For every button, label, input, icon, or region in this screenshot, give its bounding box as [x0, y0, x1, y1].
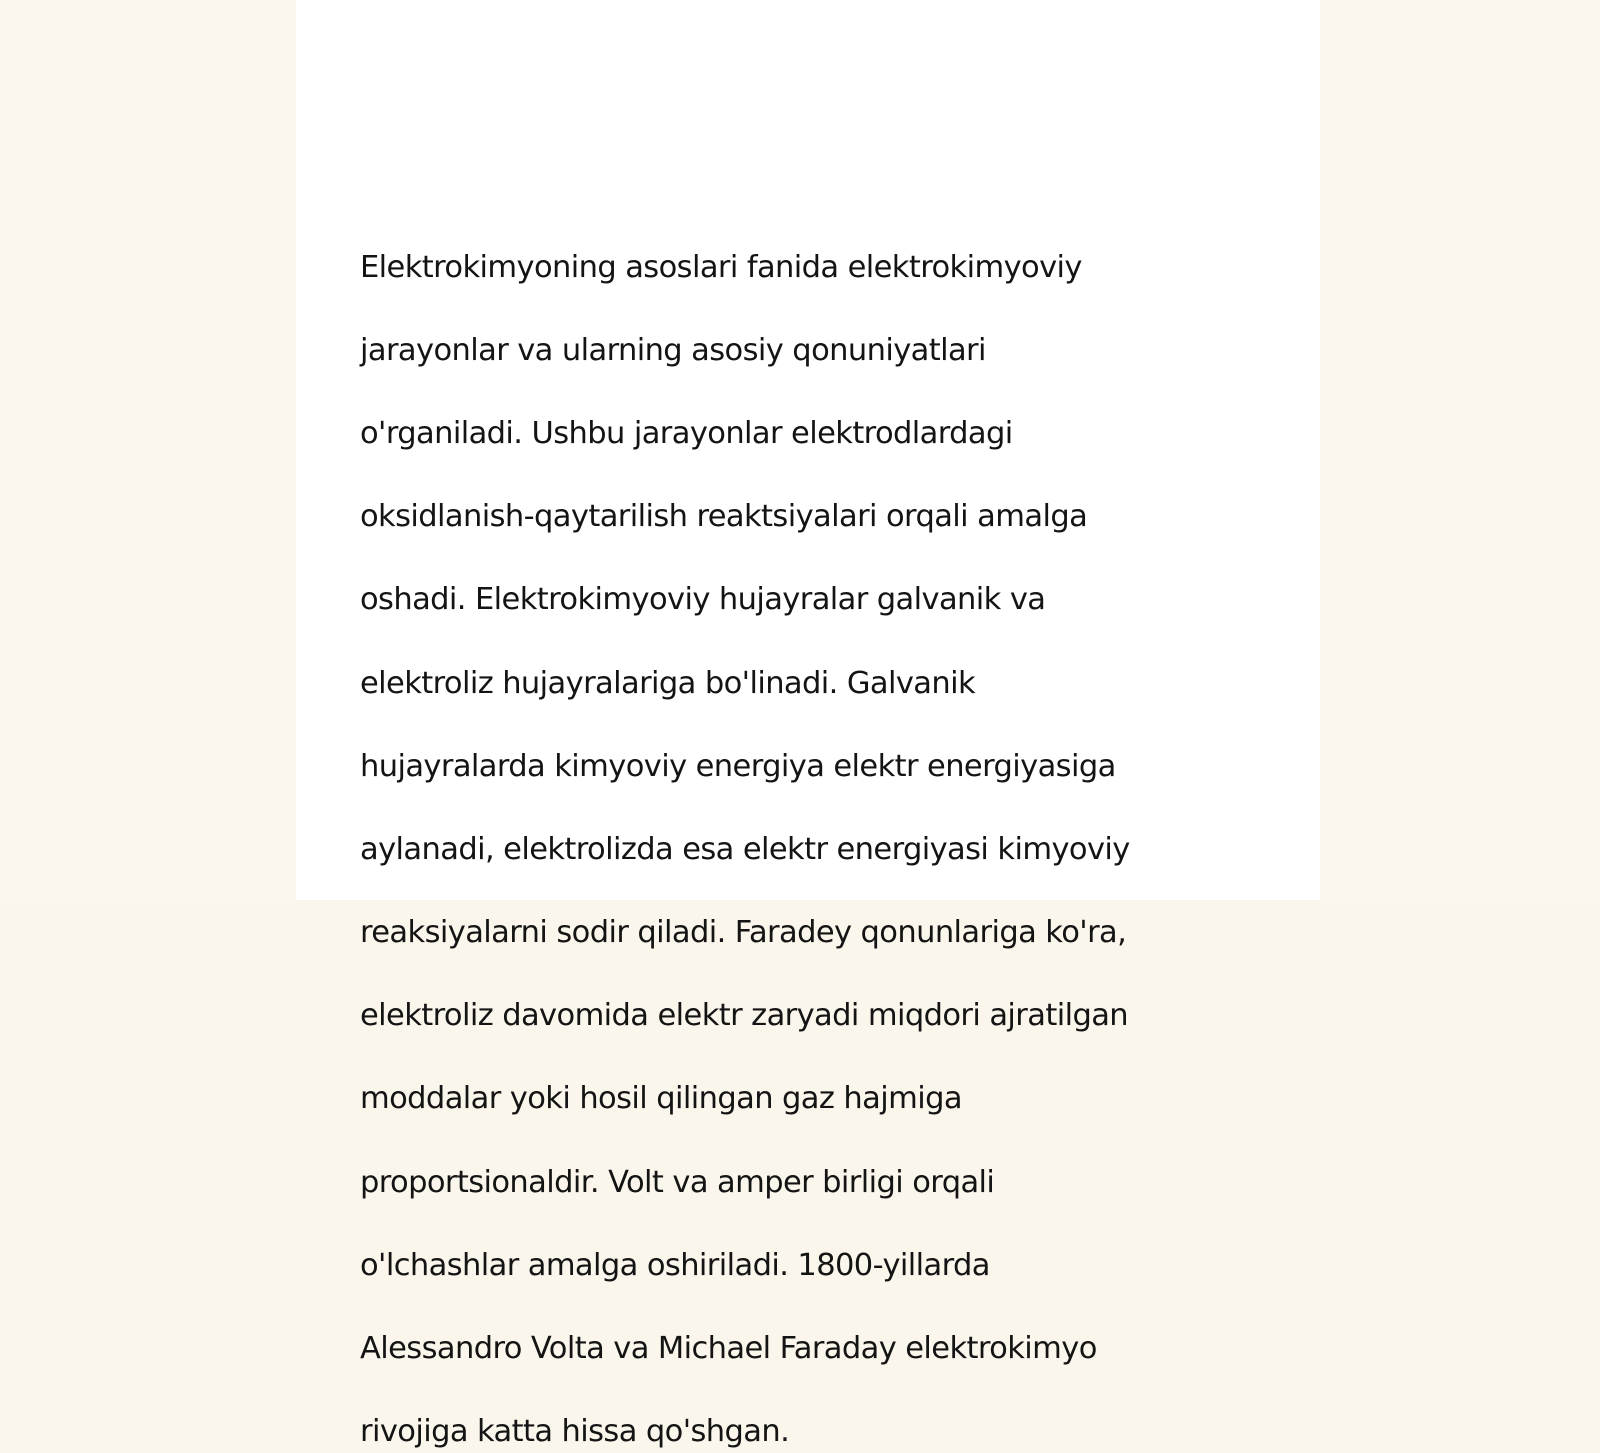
text-line: Alessandro Volta va Michael Faraday elektrokimyo [360, 1331, 1097, 1367]
text-line: aylanadi, elektrolizda esa elektr energiyasi kimyoviy [360, 831, 1130, 867]
text-line: proportsionaldir. Volt va amper birligi orqali [360, 1164, 995, 1200]
text-line: oshadi. Elektrokimyoviy hujayralar galvanik va [360, 582, 1046, 618]
text-line: reaksiyalarni sodir qiladi. Faradey qonunlariga ko'ra, [360, 915, 1127, 951]
text-line: elektroliz davomida elektr zaryadi miqdori ajratilgan [360, 998, 1129, 1034]
text-line: o'rganiladi. Ushbu jarayonlar elektrodlardagi [360, 415, 1013, 451]
text-line: jarayonlar va ularning asosiy qonuniyatlari [360, 332, 986, 368]
text-line: Elektrokimyoning asoslari fanida elektrokimyoviy [360, 249, 1082, 285]
document-page [296, 0, 1320, 1450]
text-line: o'lchashlar amalga oshiriladi. 1800-yillarda [360, 1247, 990, 1283]
text-line: moddalar yoki hosil qilingan gaz hajmiga [360, 1081, 962, 1117]
right-margin-background [1320, 0, 1600, 900]
text-line: rivojiga katta hissa qo'shgan. [360, 1414, 790, 1450]
text-line: elektroliz hujayralariga bo'linadi. Galvanik [360, 665, 976, 701]
text-line: hujayralarda kimyoviy energiya elektr energiyasiga [360, 748, 1116, 784]
left-margin-background [0, 0, 296, 900]
text-line: oksidlanish-qaytarilish reaktsiyalari orqali amalga [360, 499, 1088, 535]
body-paragraph [360, 205, 1220, 1453]
